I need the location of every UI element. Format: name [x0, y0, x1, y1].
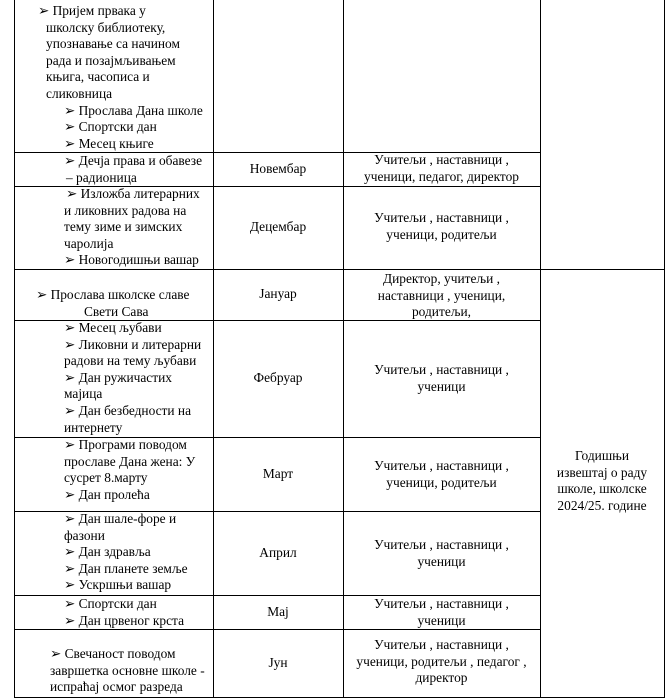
activity-line: школску библиотеку,: [46, 19, 166, 35]
participants-line: Учитељи , наставници ,: [374, 637, 509, 652]
participants-line: Учитељи , наставници ,: [374, 152, 509, 167]
participants-line: Учитељи , наставници ,: [374, 362, 509, 377]
activity-line: радови на тему љубави: [64, 353, 197, 369]
activity-line: ➢ Дан црвеног крста: [64, 612, 185, 628]
activity-line: чаролија: [64, 235, 114, 251]
report-line: извештај о раду: [556, 464, 648, 480]
participants-line: Директор, учитељи ,: [382, 271, 501, 286]
activity-line: ➢ Дечја права и обавезе: [64, 153, 203, 168]
activity-line: ➢ Новогодишњи вашар: [64, 252, 199, 268]
activity-line: ➢ Свечаност поводом: [50, 646, 176, 661]
participants-line: ученици: [417, 378, 466, 394]
participants-line: родитељи,: [411, 304, 472, 320]
activity-line: ➢ Спортски дан: [64, 119, 157, 135]
activity-line: ➢ Дан шале-форе и: [64, 511, 177, 526]
activity-line: ➢ Дан здравља: [64, 544, 151, 560]
month-cell: Новембар: [249, 160, 307, 176]
activity-line: ➢ Програми поводом: [64, 437, 187, 452]
report-line: 2024/25. године: [557, 497, 647, 513]
column-divider: [540, 0, 541, 698]
participants-line: Учитељи , наставници ,: [374, 458, 509, 473]
month-cell: Мај: [267, 603, 289, 619]
participants-line: ученици, родитељи: [386, 226, 497, 242]
activity-line: и ликовних радова на: [64, 202, 187, 218]
activity-line: ➢ Прослава школске славе: [36, 287, 190, 302]
participants-line: Учитељи , наставници ,: [374, 537, 509, 552]
activity-line: ➢ Ускршњи вашар: [64, 577, 172, 593]
activity-line: прославе Дана жена: У: [64, 453, 196, 469]
participants-line: директор: [415, 670, 468, 686]
activity-line: ➢ Спортски дан: [64, 596, 157, 611]
activity-line: – радионица: [66, 169, 137, 185]
column-divider: [213, 0, 214, 698]
activity-line: ➢ Изложба литерарних: [66, 186, 200, 201]
column-divider: [343, 0, 344, 698]
activity-line: завршетка основне школе -: [50, 662, 205, 678]
participants-line: ученици: [417, 612, 466, 628]
table-border-bottom: [14, 697, 665, 698]
activity-line: ➢ Ликовни и литерарни: [64, 336, 202, 352]
activity-line: упознавање са начином: [46, 36, 180, 52]
activity-line: Свети Сава: [84, 303, 149, 319]
month-cell: Март: [262, 465, 294, 481]
participants-line: Учитељи , наставници ,: [374, 596, 509, 611]
column-divider: [14, 0, 15, 698]
activity-line: интернету: [64, 419, 123, 435]
participants-line: ученици, родитељи , педагог ,: [356, 653, 527, 669]
activity-line: тему зиме и зимских: [64, 219, 183, 235]
activity-line: рада и позајмљивањем: [46, 52, 176, 68]
activity-line: испраћај осмог разреда: [50, 679, 183, 695]
activity-line: мајица: [64, 386, 103, 402]
row-divider: [14, 269, 665, 270]
month-cell: Април: [259, 544, 297, 560]
report-line: школе, школске: [557, 481, 647, 497]
activity-line: ➢ Дан пролећа: [64, 486, 150, 502]
report-line: Годишњи: [574, 448, 629, 463]
activity-line: фазони: [64, 527, 105, 543]
activity-line: ➢ Месец књиге: [64, 135, 154, 151]
activity-line: ➢ Дан планете земље: [64, 560, 188, 576]
participants-line: Учитељи , наставници ,: [374, 210, 509, 225]
participants-line: ученици, родитељи: [386, 474, 497, 490]
activity-line: сусрет 8.марту: [64, 470, 148, 486]
participants-line: ученици, педагог, директор: [364, 168, 519, 184]
participants-line: наставници , ученици,: [377, 287, 506, 303]
month-cell: Фебруар: [253, 370, 303, 386]
activity-line: ➢ Дан безбедности на: [64, 403, 192, 418]
activity-line: ➢ Дан ружичастих: [64, 369, 172, 385]
activity-line: ➢ Месец љубави: [64, 320, 162, 335]
column-divider: [664, 0, 665, 698]
activity-line: сликовница: [46, 86, 113, 101]
month-cell: Јун: [268, 654, 288, 670]
activity-line: ➢ Прослава Дана школе: [64, 102, 203, 118]
activity-line: књига, часописа и: [46, 69, 150, 85]
month-cell: Јануар: [259, 286, 297, 302]
activity-line: ➢ Пријем првака у: [38, 3, 146, 18]
participants-line: ученици: [417, 553, 466, 569]
month-cell: Децембар: [249, 219, 307, 235]
